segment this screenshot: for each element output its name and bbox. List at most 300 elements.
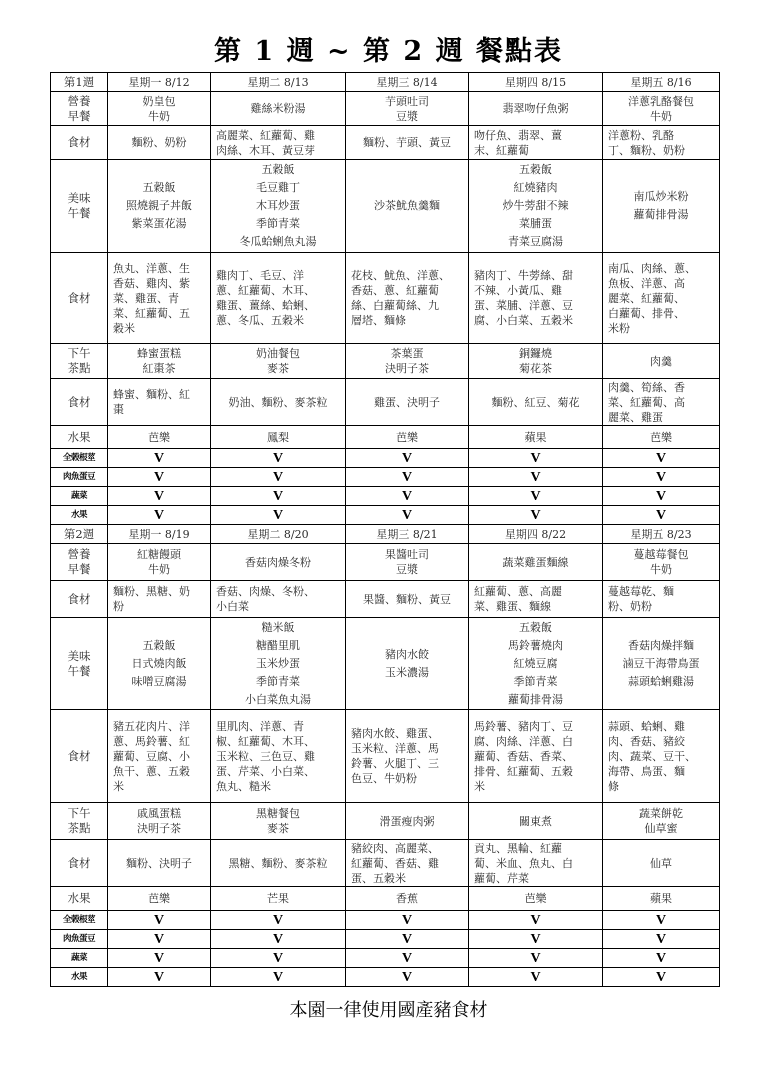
ingredients-cell [211, 710, 346, 803]
day-header: 星期五 8/23 [603, 525, 720, 544]
text-line: 貢丸、黑輪、紅蘿 [474, 841, 562, 855]
ingredients-cell [211, 253, 346, 344]
text-line: 蘿蔔排骨湯 [633, 208, 689, 221]
text-line: 不辣、小黃瓜、雞 [474, 284, 562, 297]
text-line: 丁、麵粉、奶粉 [608, 143, 685, 157]
text-line: 季節青菜 [256, 217, 300, 230]
check-mark: V [469, 949, 603, 968]
check-mark: V [603, 487, 720, 506]
snack-cell [346, 803, 469, 840]
menu-table [50, 72, 720, 987]
text-line: 蔬菜雞蛋麵線 [502, 555, 569, 569]
fruit-cell: 芭樂 [108, 887, 211, 911]
row-label-ingredients: 食材 [51, 126, 108, 160]
text-line: 蒜頭蛤蜊雞湯 [628, 674, 694, 688]
text-line: 菊花茶 [519, 362, 552, 375]
text-line: 牛奶 [650, 563, 672, 576]
text-line: 蛋、芹菜、小白菜、 [216, 764, 315, 778]
row-label-breakfast [51, 92, 108, 126]
text-line: 關東煮 [519, 814, 552, 828]
text-line: 里肌肉、洋蔥、青 [216, 719, 304, 733]
text-line: 洋蔥乳酪餐包 [628, 94, 694, 108]
check-mark: V [346, 506, 469, 525]
day-header: 星期一 8/12 [108, 73, 211, 92]
text-line: 豆漿 [396, 109, 418, 123]
text-line: 五穀飯 [142, 181, 176, 194]
text-line: 米 [474, 779, 485, 793]
text-line: 馬鈴薯燒肉 [508, 638, 563, 652]
snack-cell [603, 803, 720, 840]
fruit-cell: 芭樂 [603, 426, 720, 449]
check-mark: V [108, 911, 211, 930]
food-group-row [51, 449, 720, 468]
text-line: 南瓜炒米粉 [633, 190, 689, 203]
text-line: 炒牛蒡甜不辣 [502, 199, 569, 212]
text-line: 肉羹 [650, 354, 672, 368]
text-line: 棗 [113, 403, 124, 416]
text-line: 滑蛋瘦肉粥 [379, 814, 435, 828]
text-line: 魚丸、糙米 [216, 779, 271, 793]
row-label-food-group: 水果 [51, 968, 108, 987]
text-line: 決明子茶 [137, 822, 181, 835]
lunch-cell [346, 160, 469, 253]
check-mark: V [108, 930, 211, 949]
snack-cell [108, 344, 211, 379]
lunch-cell [603, 618, 720, 710]
text-line: 吻仔魚、翡翠、薑 [474, 128, 562, 142]
fruit-cell: 芭樂 [346, 426, 469, 449]
ingredients-cell [469, 581, 603, 618]
ingredients-cell [346, 581, 469, 618]
text-line: 海帶、鳥蛋、麵 [608, 764, 685, 778]
ingredients-cell [108, 840, 211, 887]
fruit-cell: 香蕉 [346, 887, 469, 911]
text-line: 玉米炒蛋 [256, 656, 300, 670]
day-header: 星期二 8/13 [211, 73, 346, 92]
check-mark: V [469, 911, 603, 930]
check-mark: V [469, 968, 603, 987]
text-line: 蒜頭、蛤蜊、雞 [608, 719, 685, 733]
check-mark: V [469, 930, 603, 949]
ingredients-cell [211, 126, 346, 160]
ingredients-cell [108, 379, 211, 426]
text-line: 雞蛋、決明子 [374, 395, 440, 409]
text-line: 紅蘿蔔、蔥、高麗 [474, 585, 562, 598]
text-line: 小白菜 [216, 600, 249, 613]
text-line: 茶點 [67, 361, 91, 375]
text-line: 紅蘿蔔、香菇、雞 [351, 856, 439, 870]
text-line: 豬五花肉片、洋 [113, 719, 190, 733]
row-label-ingredients: 食材 [51, 581, 108, 618]
breakfast-cell [211, 544, 346, 581]
check-mark: V [211, 911, 346, 930]
text-line: 奶皇包 [142, 94, 176, 108]
text-line: 紅糖饅頭 [137, 548, 181, 561]
row-label-food-group: 蔬菜 [51, 487, 108, 506]
day-header: 星期二 8/20 [211, 525, 346, 544]
row-label-food-group: 全榖根莖 [51, 911, 108, 930]
text-line: 果醬、麵粉、黃豆 [363, 592, 451, 606]
text-line: 椒、紅蘿蔔、木耳、 [216, 734, 315, 748]
lunch-row [51, 160, 720, 253]
check-mark: V [603, 449, 720, 468]
snack-cell [211, 344, 346, 379]
text-line: 魚丸、洋蔥、生 [113, 261, 190, 275]
text-line: 沙茶魷魚羹麵 [374, 199, 440, 212]
text-line: 下午 [67, 346, 91, 360]
breakfast-cell [108, 544, 211, 581]
check-mark: V [211, 968, 346, 987]
lunch-cell [603, 160, 720, 253]
food-group-row [51, 949, 720, 968]
footer-note: 本園一律使用國產豬食材 [289, 1000, 488, 1021]
text-line: 營養 [67, 93, 91, 108]
text-line: 蔓越莓乾、麵 [608, 585, 674, 598]
row-label-food-group: 肉魚蛋豆 [51, 930, 108, 949]
text-line: 魚板、洋蔥、高 [608, 276, 685, 290]
ingredients-cell [211, 581, 346, 618]
ingredients-cell [108, 253, 211, 344]
text-line: 青菜豆腐湯 [508, 235, 563, 248]
text-line: 菜、紅蘿蔔、高 [608, 395, 685, 409]
check-mark: V [211, 487, 346, 506]
text-line: 米 [113, 779, 124, 793]
text-line: 末、紅蘿蔔 [474, 143, 529, 157]
check-mark: V [108, 949, 211, 968]
day-header: 星期一 8/19 [108, 525, 211, 544]
ingredients-cell [108, 581, 211, 618]
ingredients-cell [603, 379, 720, 426]
text-line: 翡翠吻仔魚粥 [502, 102, 569, 115]
row-label-breakfast [51, 544, 108, 581]
snack-ingredients-row [51, 379, 720, 426]
text-line: 茶點 [67, 821, 91, 835]
ingredients-cell [603, 126, 720, 160]
fruit-row [51, 426, 720, 449]
ingredients-cell [108, 126, 211, 160]
lunch-cell [346, 618, 469, 710]
text-line: 牛奶 [148, 563, 170, 576]
week-header-row [51, 73, 720, 92]
text-line: 豆漿 [396, 563, 418, 576]
fruit-cell: 蘋果 [603, 887, 720, 911]
text-line: 糙米飯 [261, 620, 295, 634]
fruit-cell: 芭樂 [469, 887, 603, 911]
text-line: 五穀飯 [261, 163, 295, 176]
text-line: 照燒親子丼飯 [126, 199, 192, 212]
text-line: 季節青菜 [513, 674, 558, 688]
text-line: 香菇、雞肉、紫 [113, 276, 190, 290]
text-line: 蛋、菜脯、洋蔥、豆 [474, 299, 573, 312]
text-line: 洋蔥粉、乳酪 [608, 128, 674, 142]
snack-cell [211, 803, 346, 840]
text-line: 早餐 [67, 562, 91, 576]
lunch-ingredients-row [51, 710, 720, 803]
row-label-ingredients: 食材 [51, 253, 108, 344]
row-label-fruit: 水果 [51, 426, 108, 449]
text-line: 南瓜、肉絲、蔥、 [608, 261, 696, 275]
food-group-row [51, 930, 720, 949]
snack-cell [469, 803, 603, 840]
ingredients-cell [603, 581, 720, 618]
text-line: 腐、小白菜、五穀米 [474, 314, 573, 327]
check-mark: V [469, 506, 603, 525]
check-mark: V [211, 449, 346, 468]
text-line: 排骨、紅蘿蔔、五穀 [474, 764, 573, 778]
text-line: 決明子茶 [385, 362, 429, 375]
text-line: 肉、香菇、豬絞 [608, 734, 685, 748]
check-mark: V [346, 449, 469, 468]
lunch-cell [108, 160, 211, 253]
text-line: 層塔、麵條 [351, 314, 406, 327]
ingredients-cell [469, 253, 603, 344]
snack-ingredients-row [51, 840, 720, 887]
row-label-fruit: 水果 [51, 887, 108, 911]
text-line: 蘿蔔、豆腐、小 [113, 749, 190, 763]
snack-cell [346, 344, 469, 379]
text-line: 美味 [67, 648, 91, 663]
day-header: 星期五 8/16 [603, 73, 720, 92]
fruit-row [51, 887, 720, 911]
text-line: 粉 [113, 600, 124, 613]
breakfast-cell [346, 544, 469, 581]
text-line: 花枝、魷魚、洋蔥、 [351, 269, 450, 282]
row-label-food-group: 水果 [51, 506, 108, 525]
text-line: 蜂蜜、麵粉、紅 [113, 388, 190, 401]
breakfast-cell [603, 544, 720, 581]
day-header: 星期四 8/22 [469, 525, 603, 544]
snack-row [51, 803, 720, 840]
text-line: 香菇肉燥冬粉 [245, 555, 311, 569]
check-mark: V [211, 468, 346, 487]
text-line: 銅鑼燒 [519, 347, 552, 360]
text-line: 麵粉、奶粉 [131, 136, 187, 149]
text-line: 蔬菜餅乾 [639, 807, 683, 820]
text-line: 絲、白蘿蔔絲、九 [351, 299, 439, 312]
breakfast-cell [603, 92, 720, 126]
text-line: 奶油餐包 [256, 347, 300, 360]
text-line: 雞肉丁、毛豆、洋 [216, 269, 304, 282]
text-line: 紅棗茶 [142, 362, 176, 375]
food-group-row [51, 487, 720, 506]
check-mark: V [603, 930, 720, 949]
check-mark: V [211, 949, 346, 968]
text-line: 味噌豆腐湯 [131, 674, 187, 688]
text-line: 果醬吐司 [385, 548, 429, 561]
food-group-row [51, 968, 720, 987]
row-label-snack [51, 803, 108, 840]
check-mark: V [603, 911, 720, 930]
text-line: 豬肉水餃、雞蛋、 [351, 727, 439, 740]
ingredients-cell [346, 253, 469, 344]
day-header: 星期三 8/21 [346, 525, 469, 544]
text-line: 午餐 [67, 663, 91, 678]
text-line: 麵粉、決明子 [126, 856, 192, 870]
text-line: 蔔、米血、魚丸、白 [474, 856, 573, 870]
text-line: 日式燒肉飯 [131, 656, 187, 670]
text-line: 蘿蔔排骨湯 [508, 692, 563, 706]
text-line: 蔥、冬瓜、五穀米 [216, 314, 304, 327]
text-line: 香菇、肉燥、冬粉、 [216, 585, 315, 598]
text-line: 肉絲、木耳、黃豆芽 [216, 143, 315, 157]
ingredients-cell [211, 379, 346, 426]
day-header: 星期三 8/14 [346, 73, 469, 92]
text-line: 米粉 [608, 321, 630, 335]
page-title: 第 1 週 ~ 第 2 週 餐點表 [214, 36, 563, 67]
text-line: 肉羹、筍絲、香 [608, 380, 685, 394]
breakfast-ingredients-row [51, 581, 720, 618]
row-label-food-group: 蔬菜 [51, 949, 108, 968]
snack-cell [469, 344, 603, 379]
check-mark: V [108, 487, 211, 506]
week-label: 第1週 [51, 73, 108, 92]
text-line: 香菇、蔥、紅蘿蔔 [351, 284, 439, 297]
fruit-cell: 芭樂 [108, 426, 211, 449]
text-line: 戚風蛋糕 [137, 807, 181, 820]
lunch-ingredients-row [51, 253, 720, 344]
text-line: 麥茶 [267, 362, 289, 375]
text-line: 奶油、麵粉、麥茶粒 [228, 395, 328, 409]
row-label-snack [51, 344, 108, 379]
check-mark: V [603, 468, 720, 487]
text-line: 色豆、牛奶粉 [351, 772, 417, 785]
text-line: 蔥、馬鈴薯、紅 [113, 734, 190, 748]
ingredients-cell [346, 840, 469, 887]
text-line: 豬肉水餃 [385, 647, 429, 661]
breakfast-cell [211, 92, 346, 126]
text-line: 芋頭吐司 [385, 94, 429, 108]
text-line: 仙草 [650, 856, 672, 870]
fruit-cell: 鳳梨 [211, 426, 346, 449]
breakfast-ingredients-row [51, 126, 720, 160]
check-mark: V [603, 968, 720, 987]
row-label-ingredients: 食材 [51, 379, 108, 426]
ingredients-cell [346, 379, 469, 426]
snack-cell [603, 344, 720, 379]
text-line: 豬肉丁、牛蒡絲、甜 [474, 269, 573, 282]
text-line: 玉米粒、三色豆、雞 [216, 749, 315, 763]
ingredients-cell [603, 710, 720, 803]
check-mark: V [346, 930, 469, 949]
text-line: 麵粉、紅豆、菊花 [491, 395, 580, 409]
check-mark: V [108, 968, 211, 987]
text-line: 蔓越莓餐包 [633, 548, 689, 561]
text-line: 冬瓜蛤蜊魚丸湯 [239, 235, 317, 248]
ingredients-cell [108, 710, 211, 803]
check-mark: V [346, 487, 469, 506]
row-label-food-group: 全榖根莖 [51, 449, 108, 468]
text-line: 白蘿蔔、排骨、 [608, 306, 685, 320]
text-line: 牛奶 [148, 109, 170, 123]
check-mark: V [108, 468, 211, 487]
text-line: 滷豆干海帶鳥蛋 [622, 656, 700, 670]
check-mark: V [211, 930, 346, 949]
text-line: 雞蛋、薑絲、蛤蜊、 [216, 299, 315, 312]
check-mark: V [346, 968, 469, 987]
text-line: 玉米濃湯 [385, 665, 429, 679]
check-mark: V [211, 506, 346, 525]
text-line: 麵粉、黑糖、奶 [113, 585, 190, 598]
breakfast-cell [469, 92, 603, 126]
lunch-cell [211, 618, 346, 710]
ingredients-cell [211, 840, 346, 887]
text-line: 五穀飯 [519, 620, 552, 634]
text-line: 下午 [67, 806, 91, 820]
text-line: 玉米粒、洋蔥、馬 [351, 742, 439, 755]
check-mark: V [346, 911, 469, 930]
text-line: 馬鈴薯、豬肉丁、豆 [474, 719, 573, 733]
row-label-lunch [51, 618, 108, 710]
text-line: 茶葉蛋 [390, 347, 424, 360]
check-mark: V [469, 468, 603, 487]
text-line: 五穀飯 [519, 163, 552, 176]
food-group-row [51, 468, 720, 487]
lunch-cell [469, 160, 603, 253]
fruit-cell: 蘋果 [469, 426, 603, 449]
text-line: 麵粉、芋頭、黃豆 [363, 136, 451, 149]
text-line: 紫菜蛋花湯 [131, 217, 187, 230]
text-line: 高麗菜、紅蘿蔔、雞 [216, 128, 315, 142]
check-mark: V [108, 506, 211, 525]
lunch-row [51, 618, 720, 710]
check-mark: V [346, 949, 469, 968]
snack-row [51, 344, 720, 379]
food-group-row [51, 506, 720, 525]
text-line: 木耳炒蛋 [256, 199, 300, 212]
text-line: 肉、蔬菜、豆干、 [608, 749, 696, 763]
text-line: 麗菜、紅蘿蔔、 [608, 291, 685, 305]
text-line: 糖醋里肌 [256, 638, 300, 652]
ingredients-cell [469, 126, 603, 160]
text-line: 蔥、紅蘿蔔、木耳、 [216, 284, 315, 297]
ingredients-cell [469, 710, 603, 803]
text-line: 五穀飯 [142, 638, 176, 652]
week-header-row [51, 525, 720, 544]
text-line: 午餐 [67, 206, 91, 220]
text-line: 黑糖餐包 [256, 807, 300, 820]
text-line: 菜脯蛋 [519, 217, 552, 230]
text-line: 紅燒豆腐 [513, 656, 558, 670]
breakfast-cell [346, 92, 469, 126]
text-line: 蜂蜜蛋糕 [137, 347, 181, 360]
text-line: 鈴薯、火腿丁、三 [351, 757, 439, 770]
week-label: 第2週 [51, 525, 108, 544]
breakfast-row [51, 544, 720, 581]
row-label-food-group: 肉魚蛋豆 [51, 468, 108, 487]
ingredients-cell [346, 126, 469, 160]
row-label-ingredients: 食材 [51, 710, 108, 803]
text-line: 紅燒豬肉 [513, 181, 558, 194]
text-line: 蘿蔔、芹菜 [474, 871, 529, 885]
text-line: 粉、奶粉 [608, 600, 652, 613]
text-line: 腐、肉絲、洋蔥、白 [474, 734, 573, 748]
text-line: 季節青菜 [256, 674, 300, 688]
day-header: 星期四 8/15 [469, 73, 603, 92]
fruit-cell: 芒果 [211, 887, 346, 911]
text-line: 黑糖、麵粉、麥茶粒 [228, 856, 328, 870]
text-line: 麗菜、雞蛋 [608, 410, 663, 424]
lunch-cell [108, 618, 211, 710]
check-mark: V [469, 449, 603, 468]
lunch-cell [469, 618, 603, 710]
lunch-cell [211, 160, 346, 253]
text-line: 菜、雞蛋、青 [113, 291, 179, 305]
ingredients-cell [346, 710, 469, 803]
breakfast-row [51, 92, 720, 126]
text-line: 豬絞肉、高麗菜、 [351, 841, 439, 855]
snack-cell [108, 803, 211, 840]
ingredients-cell [603, 253, 720, 344]
